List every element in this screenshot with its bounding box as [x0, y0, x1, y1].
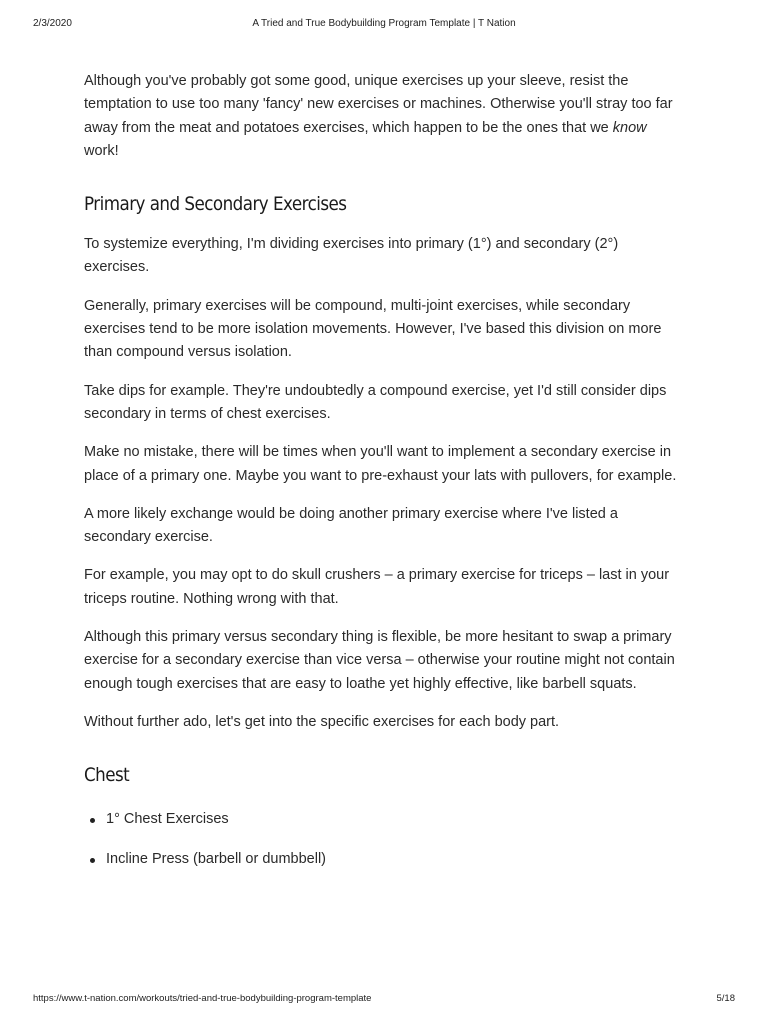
- print-footer: [0, 993, 768, 1007]
- bullet-icon: [90, 858, 95, 863]
- intro-text-end: work!: [84, 142, 119, 159]
- list-item-label: 1° Chest Exercises: [106, 811, 229, 828]
- print-header: [0, 18, 768, 32]
- page-title: A Tried and True Bodybuilding Program Template | T Nation: [252, 18, 516, 29]
- section-heading-chest: Chest: [84, 764, 130, 787]
- article-body: [84, 70, 684, 887]
- paragraph-compound: Generally, primary exercises will be compound, multi-joint exercises, while secondary exercises tend to be more isolation movements. However, I've based this division on more than compound versus isolation.: [84, 297, 662, 361]
- chest-list: [84, 808, 684, 871]
- list-item: [84, 808, 684, 831]
- paragraph-further-ado: Without further ado, let's get into the specific exercises for each body part.: [84, 713, 560, 730]
- page-url: https://www.t-nation.com/workouts/tried-and-true-bodybuilding-program-template: [33, 993, 372, 1004]
- list-item-label: Incline Press (barbell or dumbbell): [106, 850, 327, 867]
- paragraph-systemize: To systemize everything, I'm dividing exercises into primary (1°) and secondary (2°) exercises.: [84, 236, 619, 276]
- paragraph-dips: Take dips for example. They're undoubtedly a compound exercise, yet I'd still consider dips secondary in terms of chest exercises.: [84, 382, 667, 422]
- paragraph-mistake: Make no mistake, there will be times when you'll want to implement a secondary exercise in place of a primary one. Maybe you want to pre-exhaust your lats with pullovers, for example.: [84, 444, 677, 484]
- page-number: 5/18: [716, 993, 735, 1004]
- paragraph-flexible: Although this primary versus secondary thing is flexible, be more hesitant to swap a primary exercise for a secondary exercise than vice versa – otherwise your routine might not contain enough tough exercises that are easy to loathe yet highly effective, like barbell squats.: [84, 629, 675, 692]
- intro-emphasis: know: [612, 119, 647, 136]
- section-heading-primary-secondary: Primary and Secondary Exercises: [84, 193, 347, 216]
- bullet-icon: [90, 818, 95, 823]
- intro-text: Although you've probably got some good, unique exercises up your sleeve, resist the temptation to use too many 'fancy' new exercises or machines. Otherwise you'll stray too far away from the meat and potatoes exercises, which happen to be the ones that we: [84, 73, 673, 136]
- paragraph-exchange: A more likely exchange would be doing another primary exercise where I've listed a secondary exercise.: [84, 505, 618, 546]
- print-date: 2/3/2020: [33, 18, 72, 29]
- list-item: [84, 848, 684, 871]
- paragraph-skull-crushers: For example, you may opt to do skull crushers – a primary exercise for triceps – last in your triceps routine. Nothing wrong with that.: [84, 567, 670, 607]
- intro-paragraph: [84, 70, 684, 163]
